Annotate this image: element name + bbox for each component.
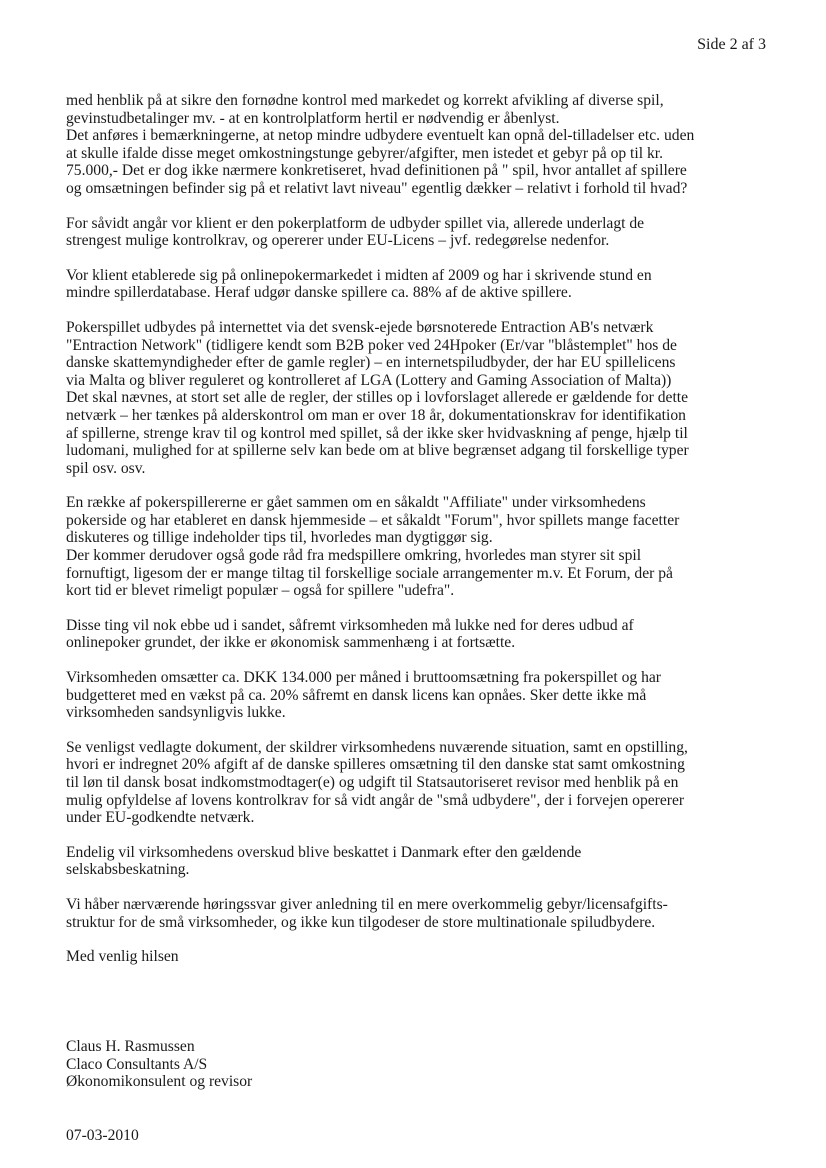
text-line: Disse ting vil nok ebbe ud i sandet, såfremt virksomheden må lukke ned for deres udbud af [66,616,634,634]
paragraph [66,739,766,827]
text-line: spil osv. osv. [66,459,146,477]
text-line: Pokerspillet udbydes på internettet via det svensk-ejede børsnoterede Entraction AB's netværk [66,318,654,336]
letter-date: 07-03-2010 [66,1127,139,1144]
text-line: gevinstudbetalinger mv. - at en kontrolplatform hertil er nødvendig er åbenlyst. [66,109,560,127]
signer-name: Claus H. Rasmussen [66,1038,195,1055]
text-line: Vor klient etablerede sig på onlinepokermarkedet i midten af 2009 og har i skrivende stund en [66,266,652,284]
page-number: Side 2 af 3 [697,36,766,53]
signature-block [66,1038,252,1091]
text-line: hvori er indregnet 20% afgift af de danske spilleres omsætning til den danske stat samt omkostning [66,756,685,774]
text-line: Virksomheden omsætter ca. DKK 134.000 per måned i bruttoomsætning fra pokerspillet og har [66,669,661,687]
text-line: Vi håber nærværende høringssvar giver anledning til en mere overkommelig gebyr/licensafgifts- [66,895,668,913]
text-line: En række af pokerspillererne er gået sammen om en såkaldt "Affiliate" under virksomhedens [66,494,646,512]
text-line: og omsætningen befinder sig på et relativt lavt niveau" egentlig dækker – relativt i forhold til hvad? [66,179,688,197]
text-line: via Malta og bliver reguleret og kontrolleret af LGA (Lottery and Gaming Association of Malta)) [66,371,672,389]
paragraph [66,92,766,198]
text-line: virksomheden sandsynligvis lukke. [66,704,286,722]
text-line: danske skattemyndigheder efter de gamle regler) – en internetspiludbyder, der har EU spillelicens [66,354,676,372]
text-line: Det skal nævnes, at stort set alle de regler, der stilles op i lovforslaget allerede er gældende for dette [66,389,689,407]
paragraph [66,844,766,879]
text-line: mulig opfyldelse af lovens kontrolkrav for så vidt angår de "små udbydere", der i forvejen opererer [66,791,685,809]
text-line: Der kommer derudover også gode råd fra medspillere omkring, hvorledes man styrer sit spil [66,547,642,565]
signer-company: Claco Consultants A/S [66,1055,208,1073]
signer-title: Økonomikonsulent og revisor [66,1073,253,1091]
text-line: med henblik på at sikre den fornødne kontrol med markedet og korrekt afvikling af diverse spil, [66,92,664,109]
text-line: kort tid er blevet rimeligt populær – også for spillere "udefra". [66,582,455,600]
closing-salutation: Med venlig hilsen [66,948,179,966]
text-line: selskabsbeskatning. [66,861,190,879]
text-line: budgetteret med en vækst på ca. 20% såfremt en dansk licens kan opnåes. Sker dette ikke må [66,686,647,704]
text-line: diskuteres og tillige indeholder tips til, hvorledes man dygtiggør sig. [66,529,493,547]
paragraph [66,617,766,652]
text-line: For såvidt angår vor klient er den pokerplatform de udbyder spillet via, allerede underlagt de [66,214,645,232]
text-line: onlinepoker grundet, der ikke er økonomisk sammenhæng i at fortsætte. [66,634,516,652]
text-line: Det anføres i bemærkningerne, at netop mindre udbydere eventuelt kan opnå del-tilladelser etc. uden [66,127,695,145]
text-line: mindre spillerdatabase. Heraf udgør danske spillere ca. 88% af de aktive spillere. [66,284,572,302]
paragraph [66,669,766,722]
text-line: 75.000,- Det er dog ikke nærmere konkretiseret, hvad definitionen på " spil, hvor antallet af spillere [66,162,687,180]
text-line: fornuftigt, ligesom der er mange tiltag til forskellige sociale arrangementer m.v. Et Forum, der på [66,564,673,582]
letter-body [66,92,766,966]
text-line: til løn til dansk bosat indkomstmodtager(e) og udgift til Statsautoriseret revisor med henblik på en [66,774,679,791]
text-line: pokerside og har etableret en dansk hjemmeside – et såkaldt "Forum", hvor spillets mange facetter [66,511,680,529]
paragraph [66,215,766,250]
text-line: Se venligst vedlagte dokument, der skildrer virksomhedens nuværende situation, samt en opstilling, [66,738,688,756]
text-line: ludomani, mulighed for at spillerne selv kan bede om at blive begrænset adgang til forskellige typer [66,442,689,460]
text-line: strengest mulige kontrolkrav, og opererer under EU-Licens – jvf. redegørelse nedenfor. [66,232,610,250]
text-line: netværk – her tænkes på alderskontrol om man er over 18 år, dokumentationskrav for identifikation [66,406,686,424]
text-line: af spillerne, strenge krav til og kontrol med spillet, så der ikke sker hvidvaskning af penge, hjælp til [66,424,688,442]
paragraph [66,494,766,600]
text-line: "Entraction Network" (tidligere kendt som B2B poker ved 24Hpoker (Er/var "blåstemplet" hos de [66,336,677,354]
text-line: under EU-godkendte netværk. [66,809,255,827]
text-line: struktur for de små virksomheder, og ikke kun tilgodeser de store multinationale spiludbydere. [66,913,656,931]
paragraph [66,319,766,477]
paragraph [66,896,766,931]
paragraph [66,267,766,302]
text-line: at skulle ifalde disse meget omkostningstunge gebyrer/afgifter, men istedet et gebyr på op til kr. [66,144,663,162]
text-line: Endelig vil virksomhedens overskud blive beskattet i Danmark efter den gældende [66,843,582,861]
